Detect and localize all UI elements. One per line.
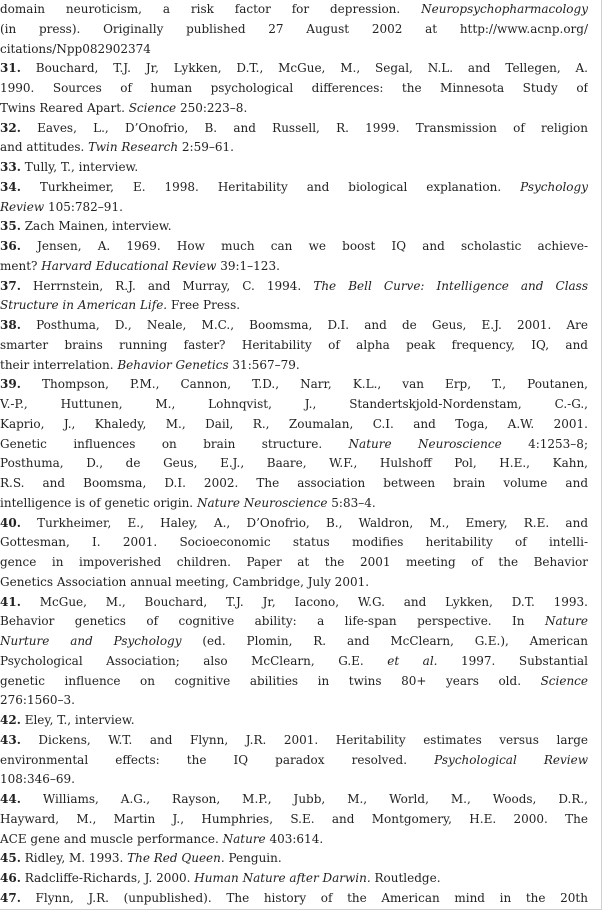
- reference-line: [0, 849, 588, 869]
- italic-title: The Red Queen.: [127, 851, 225, 866]
- italic-title: Nurture and Psychology: [0, 634, 182, 648]
- reference-line: [0, 593, 588, 613]
- reference-number: 38.: [0, 318, 21, 332]
- reference-text: (in press). Originally published 27 August 2002 at http://www.acnp.org/: [0, 21, 588, 36]
- reference-text: Jensen, A. 1969. How much can we boost IQ and scholastic achieve-: [20, 239, 588, 253]
- reference-line: [0, 435, 588, 455]
- reference-line: [0, 237, 588, 257]
- reference-text: smarter brains running faster? Heritability of alpha peak frequency, IQ, and: [0, 337, 588, 352]
- reference-text: ACE gene and muscle performance.: [0, 831, 223, 846]
- italic-title: Nature Neuroscience: [348, 436, 502, 451]
- reference-text: Turkheimer, E., Haley, A., D’Onofrio, B., Waldron, M., Emery, R.E. and: [20, 515, 588, 530]
- reference-line: [0, 770, 588, 790]
- reference-line: [0, 59, 588, 79]
- italic-title: The Bell Curve: Intelligence and Class: [313, 278, 588, 293]
- reference-text: 108:346–69.: [0, 772, 75, 787]
- reference-text: Behavior genetics of cognitive ability: a life-span perspective. In: [0, 614, 545, 629]
- reference-text: Ridley, M. 1993.: [20, 851, 128, 866]
- reference-text: 250:223–8.: [176, 100, 248, 115]
- reference-number: 37.: [0, 278, 21, 293]
- reference-line: [0, 40, 588, 60]
- reference-line: [0, 277, 588, 297]
- reference-line: [0, 474, 588, 494]
- reference-text: V.-P., Huttunen, M., Lohnqvist, J., Standertskjold-Nordenstam, C.-G.,: [0, 397, 588, 411]
- reference-line: [0, 553, 588, 573]
- reference-line: [0, 99, 588, 119]
- reference-text: Posthuma, D., de Geus, E.J., Baare, W.F., Hulshoff Pol, H.E., Kahn,: [0, 456, 588, 471]
- reference-text: Penguin.: [224, 851, 282, 866]
- reference-line: [0, 375, 588, 395]
- reference-text: 4:1253–8;: [501, 436, 588, 451]
- reference-text: domain neuroticism, a risk factor for depression.: [0, 2, 422, 16]
- reference-text: gence in impoverished children. Paper at the 2001 meeting of the Behavior: [0, 555, 588, 569]
- reference-line: [0, 316, 588, 336]
- italic-title: Review: [0, 199, 45, 214]
- reference-text: 105:782–91.: [44, 199, 123, 214]
- reference-line: [0, 158, 588, 178]
- italic-title: Twin Research: [88, 140, 179, 155]
- reference-line: [0, 672, 588, 692]
- reference-number: 35.: [0, 219, 21, 234]
- reference-text: Twins Reared Apart.: [0, 100, 129, 115]
- reference-text: Gottesman, I. 2001. Socioeconomic status modifies heritability of intelli-: [0, 535, 588, 550]
- italic-title: Psychology: [520, 179, 588, 194]
- reference-line: [0, 573, 588, 593]
- reference-number: 44.: [0, 792, 21, 806]
- reference-number: 36.: [0, 239, 21, 253]
- italic-title: Nature Neuroscience: [196, 495, 328, 510]
- italic-title: Structure in American Life.: [0, 298, 168, 313]
- reference-line: [0, 138, 588, 158]
- reference-line: [0, 198, 588, 218]
- reference-line: [0, 632, 588, 652]
- reference-text: Posthuma, D., Neale, M.C., Boomsma, D.I. and de Geus, E.J. 2001. Are: [20, 318, 588, 332]
- reference-text: McGue, M., Bouchard, T.J. Jr, Iacono, W.G. and Lykken, D.T. 1993.: [20, 594, 588, 609]
- reference-line: [0, 533, 588, 553]
- reference-text: Free Press.: [167, 298, 241, 313]
- reference-number: 41.: [0, 594, 21, 609]
- reference-line: [0, 731, 588, 751]
- reference-text: 276:1560–3.: [0, 693, 75, 708]
- reference-text: Williams, A.G., Rayson, M.P., Jubb, M., World, M., Woods, D.R.,: [20, 792, 588, 806]
- reference-text: 31:567–79.: [228, 357, 300, 372]
- reference-text: Radcliffe-Richards, J. 2000.: [20, 871, 195, 885]
- reference-text: ment?: [0, 258, 42, 273]
- italic-title: Nature: [222, 831, 266, 846]
- reference-number: 34.: [0, 179, 21, 194]
- reference-line: [0, 514, 588, 534]
- reference-number: 47.: [0, 890, 21, 905]
- reference-number: 39.: [0, 377, 21, 392]
- italic-title: Neuropsychopharmacology: [421, 2, 588, 16]
- reference-text: Hayward, M., Martin J., Humphries, S.E. and Montgomery, H.E. 2000. The: [0, 811, 588, 826]
- reference-text: 5:83–4.: [327, 495, 376, 510]
- italic-title: Science: [540, 673, 588, 688]
- reference-text: and attitudes.: [0, 140, 89, 155]
- reference-text: 39:1–123.: [216, 258, 280, 273]
- reference-text: Dickens, W.T. and Flynn, J.R. 2001. Heritability estimates versus large: [20, 732, 588, 747]
- italic-title: Harvard Educational Review: [41, 258, 217, 273]
- reference-number: 45.: [0, 851, 21, 866]
- reference-text: Routledge.: [370, 871, 441, 885]
- reference-line: [0, 336, 588, 356]
- reference-number: 40.: [0, 515, 21, 530]
- reference-line: [0, 454, 588, 474]
- italic-title: Psychological Review: [434, 752, 588, 767]
- reference-line: [0, 79, 588, 99]
- italic-title: et al.: [387, 653, 438, 668]
- italic-title: Behavior Genetics: [117, 357, 229, 372]
- reference-text: Psychological Association; also McClearn, G.E.: [0, 653, 388, 668]
- reference-text: genetic influence on cognitive abilities in twins 80+ years old.: [0, 673, 541, 688]
- reference-line: [0, 790, 588, 810]
- reference-text: Zach Mainen, interview.: [20, 219, 172, 234]
- reference-text: 403:614.: [265, 831, 324, 846]
- reference-text: Genetics Association annual meeting, Cambridge, July 2001.: [0, 574, 370, 589]
- reference-line: [0, 889, 588, 909]
- reference-text: Herrnstein, R.J. and Murray, C. 1994.: [20, 278, 314, 293]
- reference-line: [0, 612, 588, 632]
- reference-line: [0, 691, 588, 711]
- reference-text: 1997. Substantial: [437, 653, 588, 668]
- reference-line: [0, 356, 588, 376]
- reference-text: Bouchard, T.J. Jr, Lykken, D.T., McGue, M., Segal, N.L. and Tellegen, A.: [20, 61, 588, 76]
- reference-line: [0, 830, 588, 850]
- italic-title: Human Nature after Darwin.: [194, 871, 371, 885]
- reference-line: [0, 869, 588, 889]
- reference-line: [0, 0, 588, 20]
- reference-text: Turkheimer, E. 1998. Heritability and biological explanation.: [20, 179, 521, 194]
- reference-number: 33.: [0, 160, 21, 174]
- reference-text: citations/Npp082902374: [0, 41, 151, 56]
- reference-text: Tully, T., interview.: [20, 160, 139, 174]
- reference-line: [0, 257, 588, 277]
- reference-text: Eley, T., interview.: [20, 713, 135, 727]
- reference-line: [0, 810, 588, 830]
- reference-text: Genetic influences on brain structure.: [0, 436, 349, 451]
- reference-line: [0, 652, 588, 672]
- reference-line: [0, 395, 588, 415]
- reference-number: 43.: [0, 732, 21, 747]
- reference-text: environmental effects: the IQ paradox resolved.: [0, 752, 435, 767]
- reference-text: Flynn, J.R. (unpublished). The history of the American mind in the 20th: [20, 890, 588, 905]
- reference-number: 31.: [0, 61, 21, 76]
- reference-line: [0, 415, 588, 435]
- reference-line: [0, 494, 588, 514]
- reference-line: [0, 119, 588, 139]
- reference-number: 46.: [0, 871, 21, 885]
- reference-line: [0, 751, 588, 771]
- reference-text: 2:59–61.: [178, 140, 234, 155]
- reference-text: 1990. Sources of human psychological differences: the Minnesota Study of: [0, 81, 588, 95]
- reference-line: [0, 296, 588, 316]
- reference-text: (ed. Plomin, R. and McClearn, G.E.), American: [181, 634, 588, 648]
- reference-text: intelligence is of genetic origin.: [0, 495, 197, 510]
- italic-title: Science: [128, 100, 177, 115]
- reference-text: R.S. and Boomsma, D.I. 2002. The association between brain volume and: [0, 476, 588, 490]
- reference-text: Thompson, P.M., Cannon, T.D., Narr, K.L., van Erp, T., Poutanen,: [20, 377, 588, 392]
- italic-title: Nature: [544, 614, 588, 629]
- reference-line: [0, 20, 588, 40]
- reference-text: their interrelation.: [0, 357, 118, 372]
- reference-number: 32.: [0, 120, 21, 135]
- reference-number: 42.: [0, 713, 21, 727]
- reference-line: [0, 217, 588, 237]
- reference-line: [0, 178, 588, 198]
- reference-line: [0, 711, 588, 731]
- reference-text: Eaves, L., D’Onofrio, B. and Russell, R. 1999. Transmission of religion: [20, 120, 588, 135]
- reference-text: Kaprio, J., Khaledy, M., Dail, R., Zoumalan, C.I. and Toga, A.W. 2001.: [0, 416, 588, 431]
